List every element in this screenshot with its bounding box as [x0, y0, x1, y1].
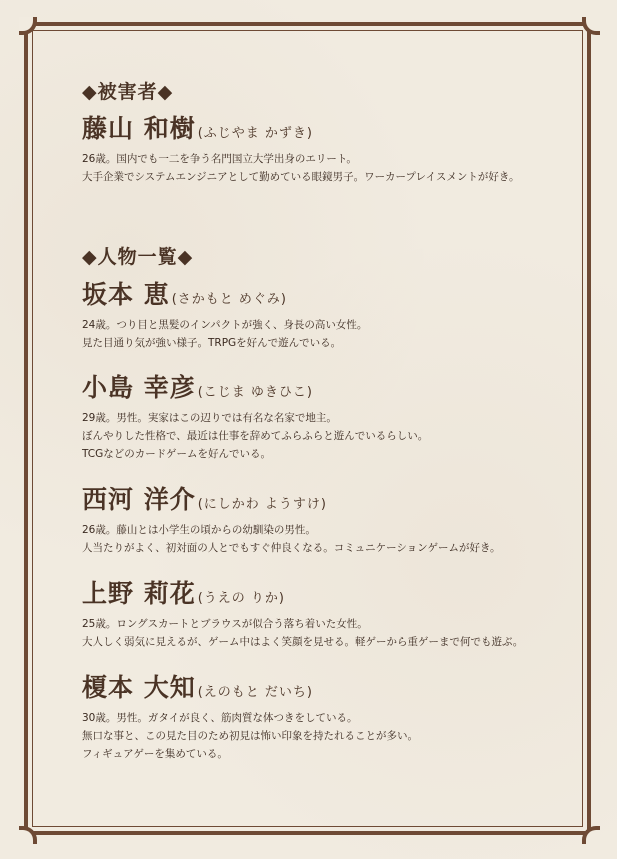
character-description — [82, 709, 582, 763]
desc-line: 無口な事と、この見た目のため初見は怖い印象を持たれることが多い。 — [82, 730, 418, 742]
victim-name-line — [82, 116, 582, 141]
character-description — [82, 521, 582, 557]
desc-line: 見た目通り気が強い様子。TRPGを好んで遊んでいる。 — [82, 337, 342, 349]
character-name-line — [82, 581, 582, 606]
character-name-line — [82, 282, 582, 307]
victim-name: 藤山 和樹 — [82, 114, 196, 143]
character-description — [82, 316, 582, 352]
victim-entry — [82, 116, 582, 186]
character-name: 榎本 大知 — [82, 673, 196, 702]
desc-line: 25歳。ロングスカートとブラウスが似合う落ち着いた女性。 — [82, 618, 368, 630]
character-entry — [82, 581, 582, 651]
desc-line: 大人しく弱気に見えるが、ゲーム中はよく笑顔を見せる。軽ゲーから重ゲーまで何でも遊ぶ。 — [82, 636, 524, 648]
character-name: 坂本 恵 — [82, 280, 170, 309]
desc-line: 大手企業でシステムエンジニアとして勤めている眼鏡男子。ワーカープレイスメントが好き。 — [82, 171, 520, 183]
characters-heading: ◆人物一覧◆ — [82, 246, 194, 268]
character-entry — [82, 487, 582, 557]
victim-reading: (ふじやま かずき) — [197, 126, 313, 141]
character-name-line — [82, 487, 582, 512]
victim-heading: ◆被害者◆ — [82, 81, 174, 103]
character-description — [82, 615, 582, 651]
desc-line: 29歳。男性。実家はこの辺りでは有名な名家で地主。 — [82, 412, 337, 424]
character-reading: (えのもと だいち) — [197, 685, 313, 700]
desc-line: 人当たりがよく、初対面の人とでもすぐ仲良くなる。コミュニケーションゲームが好き。 — [82, 542, 501, 554]
desc-line: ぼんやりした性格で、最近は仕事を辞めてふらふらと遊んでいるらしい。 — [82, 430, 429, 442]
desc-line: 24歳。つり目と黒髪のインパクトが強く、身長の高い女性。 — [82, 319, 368, 331]
character-reading: (さかもと めぐみ) — [171, 292, 287, 307]
character-name-line — [82, 675, 582, 700]
character-reading: (こじま ゆきひこ) — [197, 385, 313, 400]
character-entry — [82, 675, 582, 763]
character-entry — [82, 375, 582, 463]
character-name: 小島 幸彦 — [82, 373, 196, 402]
character-name: 上野 莉花 — [82, 579, 196, 608]
character-description — [82, 409, 582, 463]
character-entry — [82, 282, 582, 352]
victim-description — [82, 150, 582, 186]
desc-line: 26歳。藤山とは小学生の頃からの幼馴染の男性。 — [82, 524, 316, 536]
desc-line: フィギュアゲーを集めている。 — [82, 748, 228, 760]
character-reading: (うえの りか) — [197, 591, 285, 606]
character-name-line — [82, 375, 582, 400]
character-name: 西河 洋介 — [82, 485, 196, 514]
desc-line: TCGなどのカードゲームを好んでいる。 — [82, 448, 272, 460]
desc-line: 26歳。国内でも一二を争う名門国立大学出身のエリート。 — [82, 153, 357, 165]
desc-line: 30歳。男性。ガタイが良く、筋肉質な体つきをしている。 — [82, 712, 358, 724]
character-reading: (にしかわ ようすけ) — [197, 497, 327, 512]
